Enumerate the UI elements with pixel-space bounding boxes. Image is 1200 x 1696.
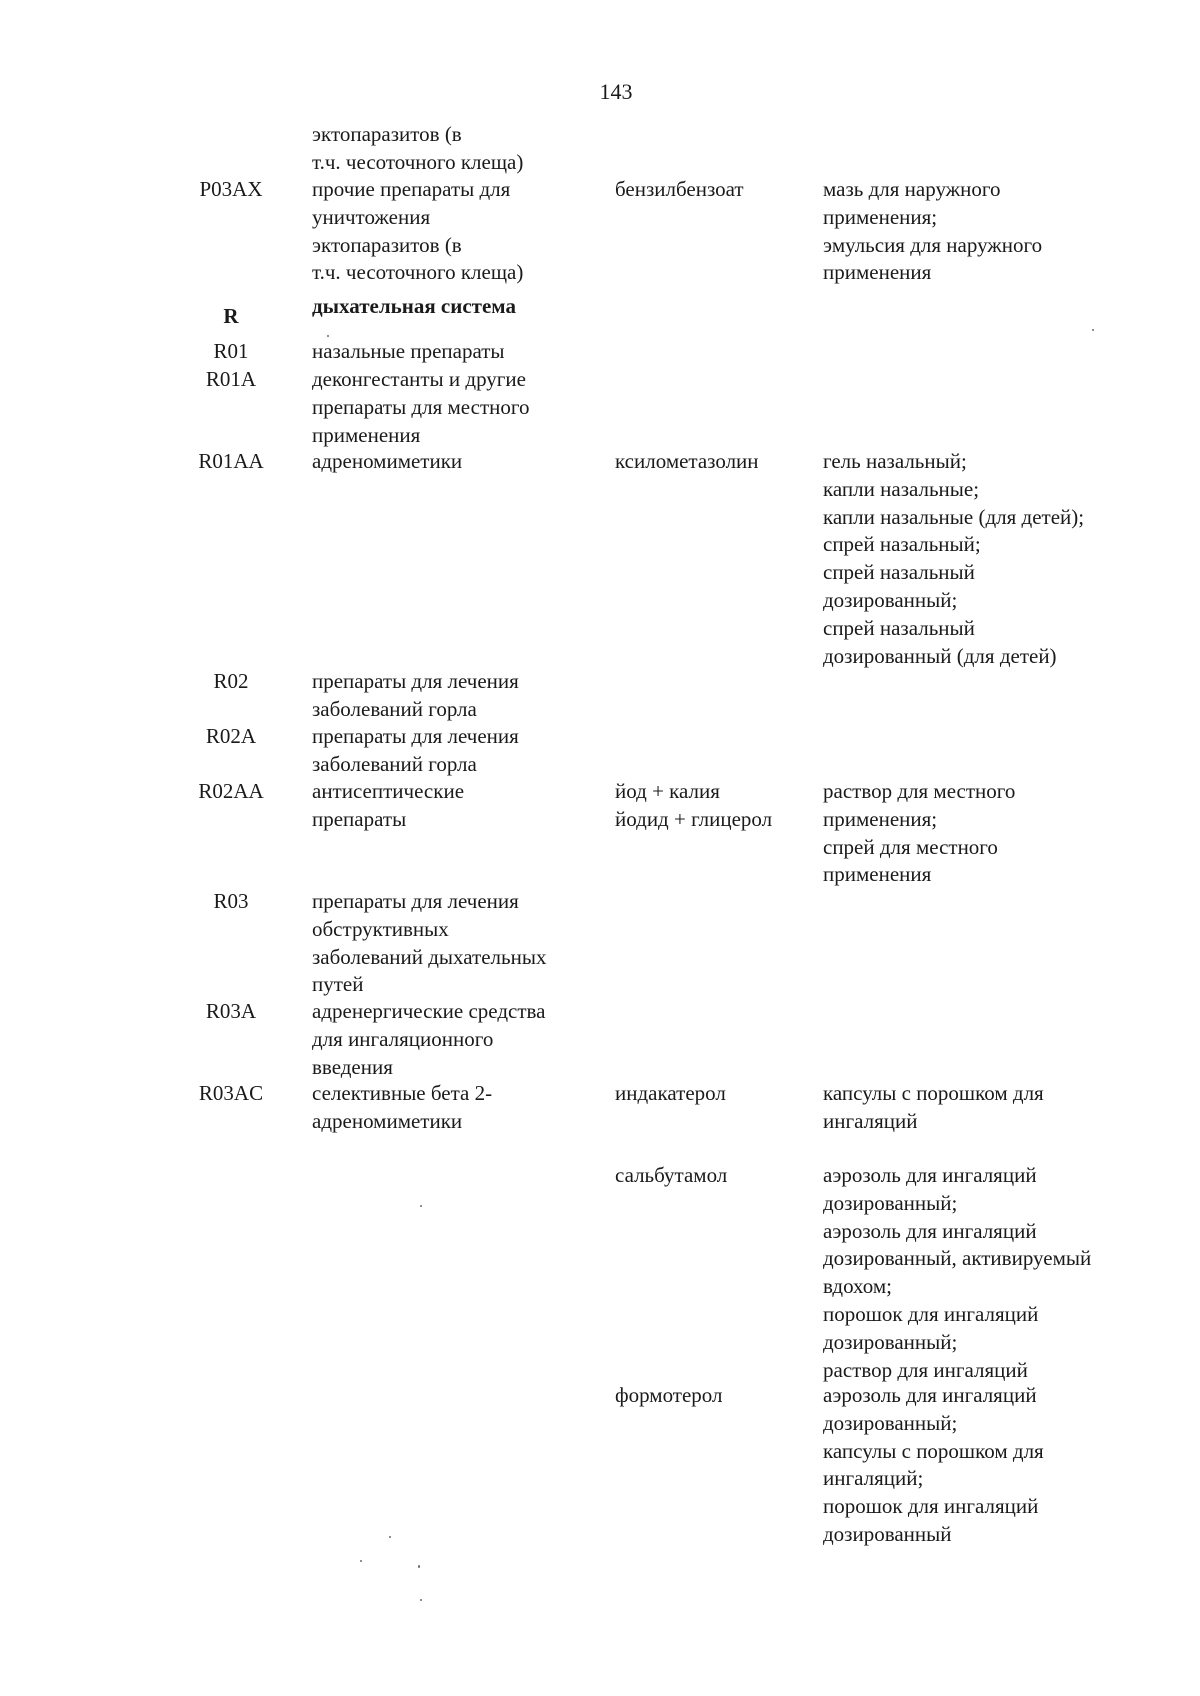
drug-name: йод + калия йодид + глицерол [615,779,773,831]
drug-name: индакатерол [615,1081,726,1105]
group-name: прочие препараты для уничтожения эктопаразитов (в т.ч. чесоточного клеща) [312,177,524,285]
atc-code: R03 [213,889,249,913]
group-name: антисептические препараты [312,779,465,831]
drug-name: бензилбензоат [615,177,744,201]
atc-code: R02 [213,669,249,693]
scan-speck [418,1565,420,1568]
group-name: адреномиметики [312,449,463,473]
scan-speck [389,1536,391,1538]
scan-speck [420,1205,422,1207]
group-name: назальные препараты [312,339,505,363]
atc-code: P03AX [199,177,263,201]
scan-speck [420,1599,422,1601]
scan-speck [360,1560,362,1562]
atc-code: R [223,304,239,328]
atc-code: R02A [205,724,257,748]
group-name: препараты для лечения обструктивных заболеваний дыхательных путей [312,889,547,997]
dosage-form: раствор для местного применения; спрей для местного применения [823,779,1016,887]
atc-code: R03AC [198,1081,264,1105]
scan-speck [1092,329,1094,331]
atc-code: R03A [205,999,257,1023]
group-name: препараты для лечения заболеваний горла [312,669,519,721]
atc-code: R02AA [198,779,264,803]
drug-name: ксилометазолин [615,449,759,473]
dosage-form: мазь для наружного применения; эмульсия для наружного применения [823,177,1043,285]
group-name: адренергические средства для ингаляционного введения [312,999,546,1079]
dosage-form: аэрозоль для ингаляций дозированный; аэрозоль для ингаляций дозированный, активируемый вдохом; порошок для ингаляций дозированный; раствор для ингаляций [823,1163,1092,1382]
drug-name: формотерол [615,1383,723,1407]
group-name: селективные бета 2- адреномиметики [312,1081,493,1133]
atc-code: R01 [213,339,249,363]
group-name: препараты для лечения заболеваний горла [312,724,519,776]
page-number: 143 [599,79,633,104]
group-name: эктопаразитов (в т.ч. чесоточного клеща) [312,122,524,174]
atc-code: R01A [205,367,257,391]
group-name: деконгестанты и другие препараты для местного применения [312,367,530,447]
dosage-form: капсулы с порошком для ингаляций [823,1081,1044,1133]
group-name: дыхательная система [312,294,516,318]
atc-code: R01AA [198,449,264,473]
scan-speck [327,335,329,337]
dosage-form: гель назальный; капли назальные; капли назальные (для детей); спрей назальный; спрей назальный дозированный; спрей назальный дозированный (для детей) [823,449,1085,668]
drug-name: сальбутамол [615,1163,728,1187]
dosage-form: аэрозоль для ингаляций дозированный; капсулы с порошком для ингаляций; порошок для ингаляций дозированный [823,1383,1044,1546]
